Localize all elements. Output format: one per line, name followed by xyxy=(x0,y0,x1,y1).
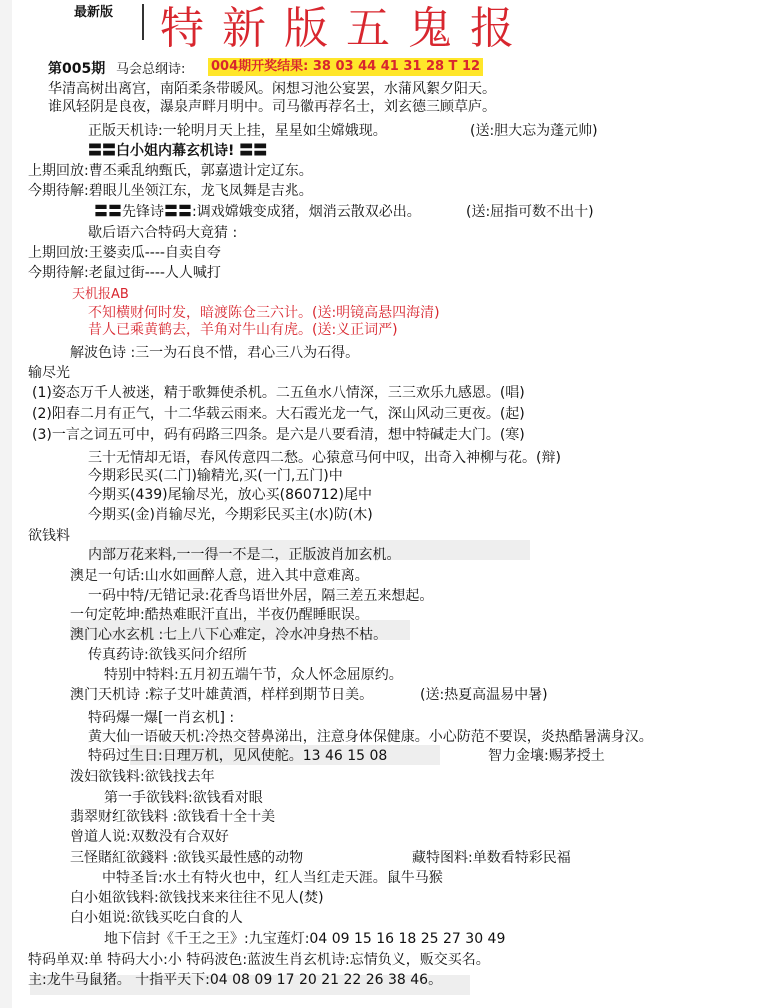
this-issue-answer: 今期待解:老鼠过街----人人喊打 xyxy=(28,265,221,281)
tip-line: 澳门心水玄机 :七上八下心难定，冷水冲身热不枯。 xyxy=(70,627,388,643)
tip-line: 黄大仙一语破天机:冷热交替鼻涕出，注意身体保健康。小心防范不要误，炎热酷暑满身汉。 xyxy=(88,729,653,745)
edition-label: 最新版 xyxy=(74,5,114,20)
tip-line: 第一手欲钱料:欲钱看对眼 xyxy=(104,790,263,806)
poem-line: 谁风轻阴是良夜，瀑泉声畔月明中。司马徽再荐名士，刘玄德三顾草庐。 xyxy=(48,99,496,115)
tip-line: 传真药诗:欲钱买问介绍所 xyxy=(88,647,247,663)
tip-line: 一句定乾坤:酷热难眠汗直出，半夜仍醒睡眠误。 xyxy=(70,607,369,623)
section-heading: 欲钱料 xyxy=(28,528,70,544)
tip-line: 中特圣旨:水土有特火也中，红人当红走天涯。鼠牛马猴 xyxy=(102,870,443,886)
page-title: 特新版五鬼报 xyxy=(160,3,532,54)
this-issue-answer: 今期待解:碧眼儿坐领江东，龙飞凤舞是吉兆。 xyxy=(28,183,313,199)
section-heading: 输尽光 xyxy=(28,365,70,381)
verse-line: 今期买(金)肖输尽光，今期彩民买主(水)防(木) xyxy=(88,507,373,523)
numbered-line: (3)一言之词五可中，码有码路三四条。是六是八要看清，想中特碱走大门。(寒) xyxy=(32,427,525,443)
tip-line-right: 藏特图料:单数看特彩民福 xyxy=(412,850,571,866)
tip-gift: (送:热夏高温易中暑) xyxy=(420,687,548,703)
tianji-line: 不知横财何时发，暗渡陈仓三六计。(送:明镜高悬四海清) xyxy=(88,305,440,321)
tip-line: 澳足一句话:山水如画醉人意，进入其中意难离。 xyxy=(70,568,369,584)
tip-line: 特码爆一爆[一肖玄机] : xyxy=(88,710,235,726)
poem-line: 华清高树出离宫，南陌柔条带暖风。闲想习池公宴罢，水蒲风絮夕阳天。 xyxy=(48,81,496,97)
tip-line: 一码中特/无错记录:花香鸟语世外居，隔三差五来想起。 xyxy=(88,588,434,604)
heaven-poem: 正版天机诗:一轮明月天上挂，星星如尘嫦娥现。 xyxy=(88,123,387,139)
heaven-poem-gift: (送:胆大忘为蓬元帅) xyxy=(470,123,598,139)
summary-line: 特码单双:单 特码大小:小 特码波色:蓝波生肖玄机诗:忘情负义，贩交买名。 xyxy=(28,952,490,968)
verse-line: 三十无情却无语，春风传意四二愁。心猿意马何中叹，出奇入神柳与花。(辩) xyxy=(88,450,561,466)
tianji-line: 昔人已乘黄鹤去，羊角对牛山有虎。(送:义正词严) xyxy=(88,322,398,338)
tip-line-right: 智力金壤:赐茅授土 xyxy=(488,748,605,764)
miss-bai-heading: 〓〓白小姐内幕玄机诗! 〓〓 xyxy=(88,143,268,159)
riddle-heading: 歇后语六合特码大竟猜 : xyxy=(88,225,238,241)
numbered-line: (1)姿态万千人被迷，精于歌舞使杀机。二五鱼水八情深，三三欢乐九感恩。(唱) xyxy=(32,385,525,401)
vanguard-poem: 〓〓先锋诗〓〓:调戏嫦娥变成猪，烟消云散双必出。 xyxy=(94,204,421,220)
tip-line: 特码过生日:日理万机，见风使舵。13 46 15 08 xyxy=(88,748,388,764)
vanguard-gift: (送:屈指可数不出十) xyxy=(466,204,594,220)
tip-line: 泼妇欲钱料:欲钱找去年 xyxy=(70,769,215,785)
verse-line: 今期彩民买(二门)输精光,买(一门,五门)中 xyxy=(88,468,343,484)
issue-poem-label: 马会总纲诗: xyxy=(116,62,186,77)
wave-color-poem: 解波色诗 :三一为石良不惜，君心三八为石得。 xyxy=(70,345,360,361)
summary-line: 主:龙牛马鼠猪。 十指平天下:04 08 09 17 20 21 22 26 38 46。 xyxy=(28,972,443,988)
numbered-line: (2)阳春二月有正气，十二华载云雨来。大石霞光龙一气，深山风动三更夜。(起) xyxy=(32,406,525,422)
tip-line: 曾道人说:双数没有合双好 xyxy=(70,829,229,845)
tip-line: 地下信封《千王之王》:九宝莲灯:04 09 15 16 18 25 27 30 49 xyxy=(104,931,506,947)
tianji-heading: 天机报AB xyxy=(72,287,129,302)
last-review: 上期回放:王婆卖瓜----自卖自夸 xyxy=(28,245,221,261)
tip-line: 内部万花来料,一一得一不是二，正版波肖加玄机。 xyxy=(88,547,401,563)
tip-line: 三怪賭紅欲錢料 :欲钱买最性感的动物 xyxy=(70,850,304,866)
tip-line: 特别中特料:五月初五端午节，众人怀念屈原约。 xyxy=(104,667,403,683)
left-edge-strip xyxy=(0,0,12,1008)
issue-number: 第005期 xyxy=(48,61,106,77)
header-divider xyxy=(142,4,144,40)
tip-line: 澳门天机诗 :粽子艾叶雄黄酒，样样到期节日美。 xyxy=(70,687,374,703)
tip-line: 翡翠财红欲钱料 :欲钱看十全十美 xyxy=(70,809,276,825)
tip-line: 白小姐说:欲钱买吃白食的人 xyxy=(70,910,243,926)
verse-line: 今期买(439)尾输尽光，放心买(860712)尾中 xyxy=(88,487,373,503)
last-review: 上期回放:曹丕乘乱纳甄氏，郭嘉遗计定辽东。 xyxy=(28,163,313,179)
last-draw-result: 004期开奖结果: 38 03 44 41 31 28 T 12 xyxy=(208,58,483,76)
tip-line: 白小姐欲钱料:欲钱找来来往往不见人(焚) xyxy=(70,890,324,906)
